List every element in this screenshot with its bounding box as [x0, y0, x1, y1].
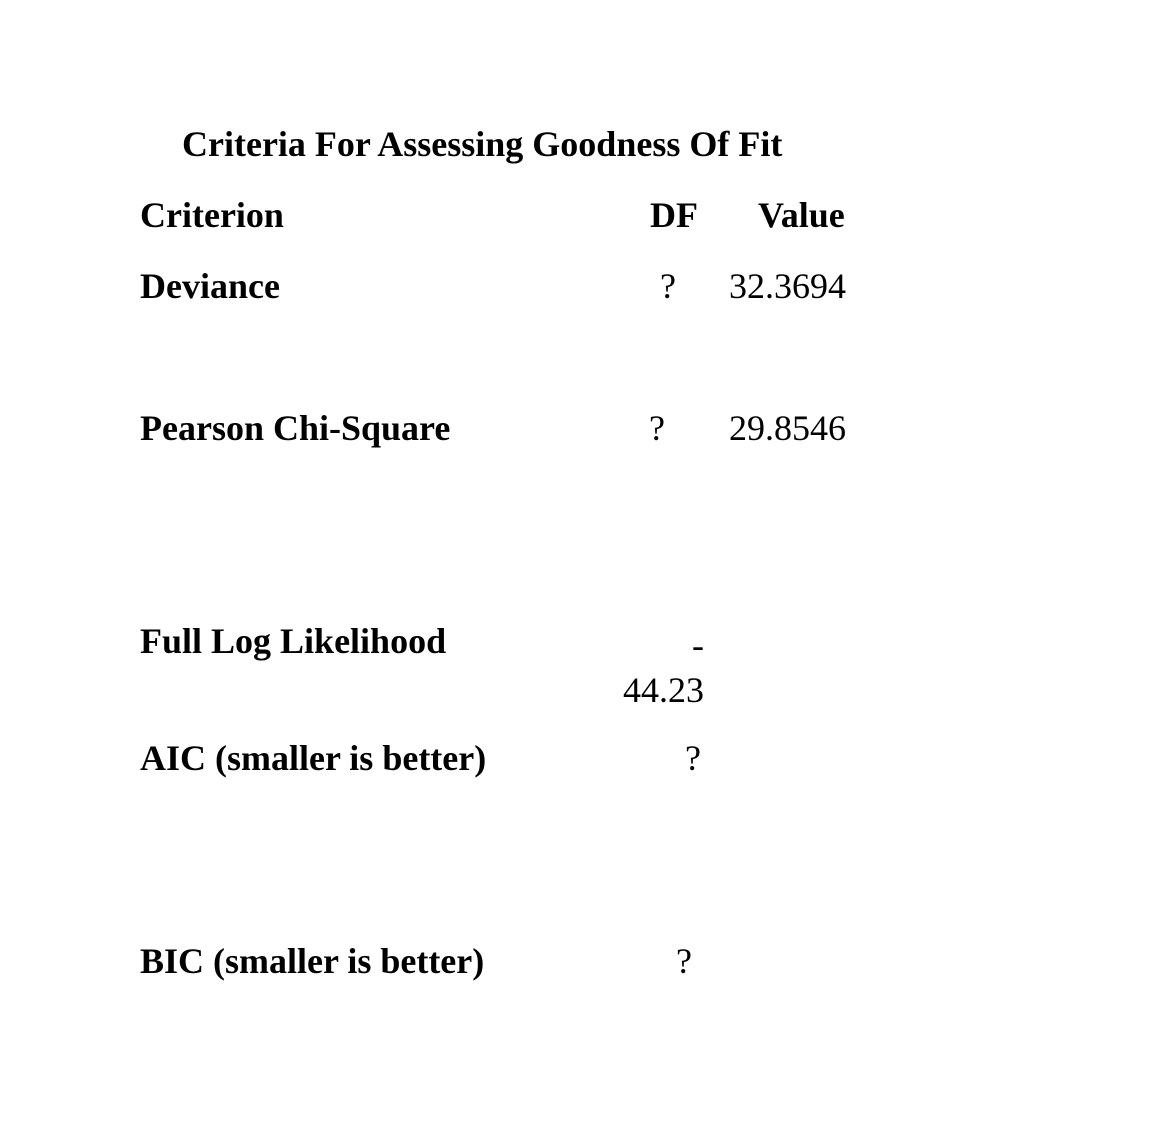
row-value-pearson: 29.8546: [729, 408, 846, 448]
header-criterion: Criterion: [140, 195, 284, 235]
row-label-aic: AIC (smaller is better): [140, 738, 487, 778]
row-df-deviance: ?: [660, 266, 676, 306]
row-label-full-log-likelihood: Full Log Likelihood: [140, 621, 447, 661]
row-df-pearson: ?: [649, 408, 665, 448]
header-df: DF: [650, 195, 698, 235]
row-value-deviance: 32.3694: [729, 266, 846, 306]
row-label-bic: BIC (smaller is better): [140, 941, 485, 981]
header-value: Value: [758, 195, 845, 235]
row-value-full-log-likelihood: - 44.23: [623, 625, 704, 710]
row-label-deviance: Deviance: [140, 266, 280, 306]
row-label-pearson: Pearson Chi-Square: [140, 408, 451, 448]
table-title: Criteria For Assessing Goodness Of Fit: [182, 124, 783, 164]
row-df-bic: ?: [676, 941, 692, 981]
row-df-aic: ?: [685, 738, 701, 778]
